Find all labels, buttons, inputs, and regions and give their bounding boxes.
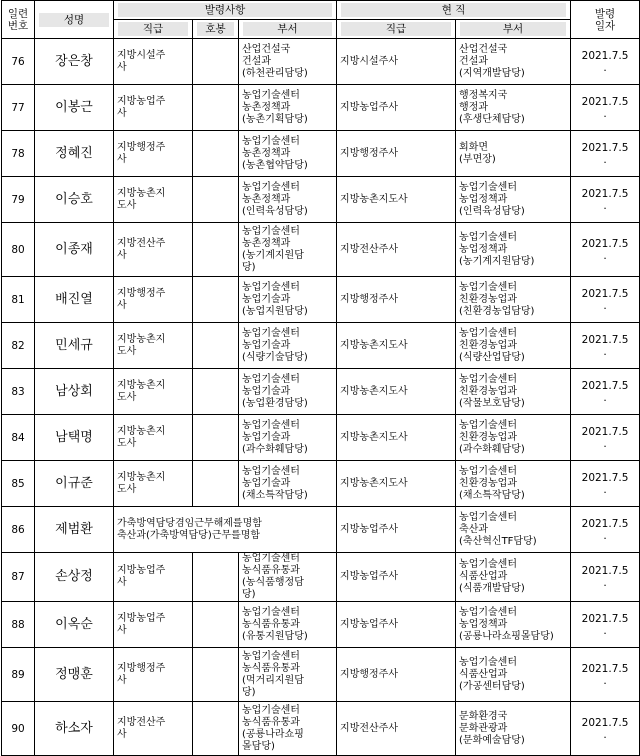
appointment-rank: 지방전산주 사 [114,702,193,756]
header-ho: 호봉 [193,20,239,39]
person-name: 이봉근 [35,85,114,131]
appointment-dept: 산업건설국 건설과 (하천관리담당) [239,39,337,85]
row-number: 90 [2,702,35,756]
appointment-rank: 지방농촌지 도사 [114,323,193,369]
current-rank: 지방농촌지도사 [337,461,456,507]
appointment-date: 2021.7.5 . [571,323,640,369]
table-row [2,177,640,223]
appointment-date: 2021.7.5 . [571,507,640,553]
current-rank: 지방농업주사 [337,507,456,553]
current-rank: 지방농업주사 [337,85,456,131]
row-number: 81 [2,277,35,323]
appointment-date: 2021.7.5 . [571,461,640,507]
table-row [2,461,640,507]
appointment-dept: 농업기술센터 농촌정책과 (인력육성담당) [239,177,337,223]
appointment-rank: 지방농업주 사 [114,85,193,131]
row-number: 78 [2,131,35,177]
table-row [2,415,640,461]
current-dept: 행정복지국 행정과 (후생단체담당) [456,85,571,131]
header-current-dept: 부서 [456,20,571,39]
current-rank: 지방농촌지도사 [337,369,456,415]
current-dept: 농업기술센터 친환경농업과 (친환경농업담당) [456,277,571,323]
appointment-date: 2021.7.5 . [571,85,640,131]
current-rank: 지방행정주사 [337,131,456,177]
current-rank: 지방농촌지도사 [337,323,456,369]
appointment-ho [193,39,239,85]
row-number: 85 [2,461,35,507]
current-rank: 지방농촌지도사 [337,415,456,461]
appointment-rank: 지방농업주 사 [114,602,193,648]
table-row [2,223,640,277]
header-dept: 부서 [239,20,337,39]
current-dept: 농업기술센터 친환경농업과 (식량산업담당) [456,323,571,369]
table-row [2,602,640,648]
appointment-dept: 농업기술센터 농촌정책과 (농촌협약담당) [239,131,337,177]
person-name: 남상회 [35,369,114,415]
appointment-ho [193,131,239,177]
row-number: 79 [2,177,35,223]
appointment-ho [193,369,239,415]
appointment-date: 2021.7.5 . [571,702,640,756]
appointment-rank: 지방농업주 사 [114,553,193,602]
appointment-dept: 농업기술센터 농촌정책과 (농촌기획담당) [239,85,337,131]
current-rank: 지방전산주사 [337,702,456,756]
header-seq: 일련 번호 [2,1,35,39]
table-row [2,85,640,131]
person-name: 정맹훈 [35,648,114,702]
person-name: 정혜진 [35,131,114,177]
current-rank: 지방농업주사 [337,553,456,602]
row-number: 76 [2,39,35,85]
current-dept: 농업기술센터 농업정책과 (공룡나라쇼핑몰담당) [456,602,571,648]
table-row [2,553,640,602]
current-rank: 지방행정주사 [337,648,456,702]
appointment-date: 2021.7.5 . [571,131,640,177]
appointment-rank: 지방행정주 사 [114,277,193,323]
appointment-rank: 지방농촌지 도사 [114,177,193,223]
current-dept: 농업기술센터 친환경농업과 (채소특작담당) [456,461,571,507]
appointment-date: 2021.7.5 . [571,602,640,648]
appointment-ho [193,415,239,461]
person-name: 이규준 [35,461,114,507]
appointment-ho [193,602,239,648]
appointment-ho [193,177,239,223]
appointment-ho [193,702,239,756]
appointment-ho [193,223,239,277]
person-name: 이승호 [35,177,114,223]
appointment-dept: 농업기술센터 농식품유통과 (먹거리지원담 당) [239,648,337,702]
appointment-ho [193,323,239,369]
current-dept: 농업기술센터 농업정책과 (농기계지원담당) [456,223,571,277]
current-dept: 문화환경국 문화관광과 (문화예술담당) [456,702,571,756]
appointment-rank: 지방행정주 사 [114,131,193,177]
header-current-rank: 직급 [337,20,456,39]
appointment-note: 가축방역담당겸임근무해제를명함 축산과(가축방역담당)근무를명함 [114,507,337,553]
current-dept: 농업기술센터 농업정책과 (인력육성담당) [456,177,571,223]
table-row [2,39,640,85]
person-name: 배진열 [35,277,114,323]
header-current: 현 직 [337,1,571,20]
current-dept: 회화면 (부면장) [456,131,571,177]
current-dept: 농업기술센터 식품산업과 (가공센터담당) [456,648,571,702]
table-row [2,131,640,177]
row-number: 87 [2,553,35,602]
appointment-dept: 농업기술센터 농업기술과 (농업환경담당) [239,369,337,415]
appointment-dept: 농업기술센터 농업기술과 (과수화훼담당) [239,415,337,461]
person-name: 남택명 [35,415,114,461]
header-name: 성명 [35,1,114,39]
current-rank: 지방행정주사 [337,277,456,323]
current-dept: 농업기술센터 축산과 (축산혁신TF담당) [456,507,571,553]
appointment-dept: 농업기술센터 농촌정책과 (농기계지원담 당) [239,223,337,277]
appointment-date: 2021.7.5 . [571,415,640,461]
row-number: 80 [2,223,35,277]
table-row [2,702,640,756]
header-appointment-date: 발령 일자 [571,1,640,39]
row-number: 83 [2,369,35,415]
appointment-date: 2021.7.5 . [571,553,640,602]
row-number: 77 [2,85,35,131]
appointment-ho [193,85,239,131]
appointment-dept: 농업기술센터 농업기술과 (식량기술담당) [239,323,337,369]
appointment-table [1,0,640,756]
appointment-date: 2021.7.5 . [571,369,640,415]
appointment-ho [193,277,239,323]
row-number: 82 [2,323,35,369]
appointment-date: 2021.7.5 . [571,39,640,85]
appointment-rank: 지방행정주 사 [114,648,193,702]
appointment-dept: 농업기술센터 농식품유통과 (농식품행정담 당) [239,553,337,602]
appointment-date: 2021.7.5 . [571,277,640,323]
appointment-rank: 지방농촌지 도사 [114,461,193,507]
current-dept: 농업기술센터 친환경농업과 (과수화훼담당) [456,415,571,461]
table-row [2,369,640,415]
appointment-dept: 농업기술센터 농업기술과 (채소특작담당) [239,461,337,507]
current-dept: 농업기술센터 친환경농업과 (작물보호담당) [456,369,571,415]
row-number: 84 [2,415,35,461]
person-name: 이옥순 [35,602,114,648]
current-rank: 지방농촌지도사 [337,177,456,223]
appointment-dept: 농업기술센터 농식품유통과 (공룡나라쇼핑 몰담당) [239,702,337,756]
header-rank: 직급 [114,20,193,39]
appointment-ho [193,461,239,507]
appointment-dept: 농업기술센터 농식품유통과 (유통지원담당) [239,602,337,648]
appointment-dept: 농업기술센터 농업기술과 (농업지원담당) [239,277,337,323]
person-name: 제범환 [35,507,114,553]
table-row [2,323,640,369]
table-row [2,277,640,323]
row-number: 86 [2,507,35,553]
current-rank: 지방시설주사 [337,39,456,85]
appointment-date: 2021.7.5 . [571,223,640,277]
header-appointment: 발령사항 [114,1,337,20]
row-number: 89 [2,648,35,702]
appointment-rank: 지방농촌지 도사 [114,369,193,415]
person-name: 하소자 [35,702,114,756]
current-dept: 산업건설국 건설과 (지역개발담당) [456,39,571,85]
appointment-rank: 지방농촌지 도사 [114,415,193,461]
person-name: 장은창 [35,39,114,85]
table-row [2,507,640,553]
row-number: 88 [2,602,35,648]
person-name: 민세규 [35,323,114,369]
current-rank: 지방농업주사 [337,602,456,648]
appointment-date: 2021.7.5 . [571,648,640,702]
appointment-ho [193,648,239,702]
appointment-ho [193,553,239,602]
appointment-rank: 지방시설주 사 [114,39,193,85]
table-row [2,648,640,702]
appointment-rank: 지방전산주 사 [114,223,193,277]
person-name: 손상정 [35,553,114,602]
person-name: 이종재 [35,223,114,277]
current-dept: 농업기술센터 식품산업과 (식품개발담당) [456,553,571,602]
appointment-date: 2021.7.5 . [571,177,640,223]
current-rank: 지방전산주사 [337,223,456,277]
